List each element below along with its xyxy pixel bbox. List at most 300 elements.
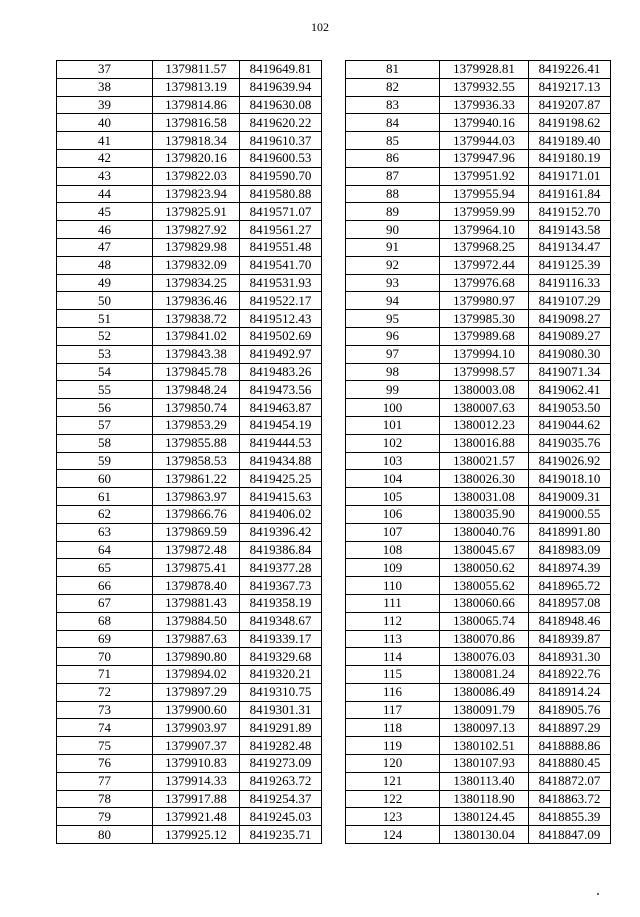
x-coordinate-cell: 1379829.98 [153,238,240,256]
y-coordinate-cell: 8419026.92 [529,452,611,470]
y-coordinate-cell: 8419463.87 [240,399,322,417]
x-coordinate-cell: 1379897.29 [153,683,240,701]
y-coordinate-cell: 8419541.70 [240,256,322,274]
point-number-cell: 58 [57,434,153,452]
table-row [346,381,611,399]
y-coordinate-cell: 8419134.47 [529,238,611,256]
x-coordinate-cell: 1380016.88 [440,434,529,452]
point-number-cell: 95 [346,310,440,328]
coordinates-table-left-body [57,61,322,844]
table-row [346,310,611,328]
point-number-cell: 49 [57,274,153,292]
table-row [346,683,611,701]
table-row [57,363,322,381]
y-coordinate-cell: 8419377.28 [240,559,322,577]
x-coordinate-cell: 1379914.33 [153,772,240,790]
table-row [346,541,611,559]
point-number-cell: 78 [57,790,153,808]
point-number-cell: 55 [57,381,153,399]
y-coordinate-cell: 8419189.40 [529,132,611,150]
point-number-cell: 75 [57,737,153,755]
x-coordinate-cell: 1379940.16 [440,114,529,132]
x-coordinate-cell: 1379944.03 [440,132,529,150]
y-coordinate-cell: 8419161.84 [529,185,611,203]
y-coordinate-cell: 8419329.68 [240,648,322,666]
y-coordinate-cell: 8419620.22 [240,114,322,132]
x-coordinate-cell: 1379818.34 [153,132,240,150]
x-coordinate-cell: 1379832.09 [153,256,240,274]
y-coordinate-cell: 8419310.75 [240,683,322,701]
y-coordinate-cell: 8418948.46 [529,612,611,630]
y-coordinate-cell: 8419254.37 [240,790,322,808]
table-row [346,61,611,79]
coordinates-table-right [345,60,611,844]
y-coordinate-cell: 8419630.08 [240,96,322,114]
x-coordinate-cell: 1380065.74 [440,612,529,630]
table-row [57,755,322,773]
point-number-cell: 103 [346,452,440,470]
y-coordinate-cell: 8418957.08 [529,594,611,612]
x-coordinate-cell: 1379959.99 [440,203,529,221]
table-row [57,559,322,577]
x-coordinate-cell: 1379910.83 [153,755,240,773]
point-number-cell: 106 [346,505,440,523]
point-number-cell: 87 [346,167,440,185]
table-row [57,256,322,274]
y-coordinate-cell: 8418863.72 [529,790,611,808]
x-coordinate-cell: 1379980.97 [440,292,529,310]
point-number-cell: 39 [57,96,153,114]
x-coordinate-cell: 1379907.37 [153,737,240,755]
x-coordinate-cell: 1379890.80 [153,648,240,666]
point-number-cell: 47 [57,238,153,256]
point-number-cell: 123 [346,808,440,826]
y-coordinate-cell: 8419143.58 [529,221,611,239]
point-number-cell: 42 [57,149,153,167]
table-row [57,327,322,345]
table-row [57,470,322,488]
x-coordinate-cell: 1380040.76 [440,523,529,541]
y-coordinate-cell: 8419152.70 [529,203,611,221]
y-coordinate-cell: 8419483.26 [240,363,322,381]
x-coordinate-cell: 1380055.62 [440,577,529,595]
point-number-cell: 66 [57,577,153,595]
table-row [346,719,611,737]
point-number-cell: 70 [57,648,153,666]
x-coordinate-cell: 1380007.63 [440,399,529,417]
point-number-cell: 108 [346,541,440,559]
y-coordinate-cell: 8419339.17 [240,630,322,648]
point-number-cell: 51 [57,310,153,328]
table-row [346,96,611,114]
y-coordinate-cell: 8419639.94 [240,78,322,96]
point-number-cell: 64 [57,541,153,559]
point-number-cell: 54 [57,363,153,381]
x-coordinate-cell: 1379836.46 [153,292,240,310]
point-number-cell: 102 [346,434,440,452]
x-coordinate-cell: 1379875.41 [153,559,240,577]
point-number-cell: 76 [57,755,153,773]
y-coordinate-cell: 8419551.48 [240,238,322,256]
y-coordinate-cell: 8419571.07 [240,203,322,221]
table-row [57,96,322,114]
point-number-cell: 69 [57,630,153,648]
table-row [57,132,322,150]
y-coordinate-cell: 8419062.41 [529,381,611,399]
table-row [346,292,611,310]
y-coordinate-cell: 8419301.31 [240,701,322,719]
point-number-cell: 94 [346,292,440,310]
y-coordinate-cell: 8419226.41 [529,61,611,79]
x-coordinate-cell: 1379863.97 [153,488,240,506]
x-coordinate-cell: 1379825.91 [153,203,240,221]
y-coordinate-cell: 8419107.29 [529,292,611,310]
y-coordinate-cell: 8419600.53 [240,149,322,167]
x-coordinate-cell: 1379878.40 [153,577,240,595]
x-coordinate-cell: 1380113.40 [440,772,529,790]
point-number-cell: 93 [346,274,440,292]
x-coordinate-cell: 1380003.08 [440,381,529,399]
point-number-cell: 115 [346,666,440,684]
x-coordinate-cell: 1379822.03 [153,167,240,185]
table-row [346,737,611,755]
y-coordinate-cell: 8419425.25 [240,470,322,488]
table-row [346,327,611,345]
y-coordinate-cell: 8419080.30 [529,345,611,363]
table-row [346,790,611,808]
y-coordinate-cell: 8419291.89 [240,719,322,737]
x-coordinate-cell: 1379921.48 [153,808,240,826]
y-coordinate-cell: 8418847.09 [529,826,611,844]
y-coordinate-cell: 8418931.30 [529,648,611,666]
x-coordinate-cell: 1379872.48 [153,541,240,559]
x-coordinate-cell: 1379853.29 [153,416,240,434]
x-coordinate-cell: 1380097.13 [440,719,529,737]
x-coordinate-cell: 1380070.86 [440,630,529,648]
y-coordinate-cell: 8419071.34 [529,363,611,381]
y-coordinate-cell: 8418855.39 [529,808,611,826]
x-coordinate-cell: 1379858.53 [153,452,240,470]
table-row [346,523,611,541]
table-row [346,221,611,239]
table-row [57,452,322,470]
table-row [346,594,611,612]
point-number-cell: 71 [57,666,153,684]
y-coordinate-cell: 8419454.19 [240,416,322,434]
table-row [346,149,611,167]
x-coordinate-cell: 1379841.02 [153,327,240,345]
y-coordinate-cell: 8419367.73 [240,577,322,595]
point-number-cell: 56 [57,399,153,417]
x-coordinate-cell: 1380045.67 [440,541,529,559]
y-coordinate-cell: 8419590.70 [240,167,322,185]
y-coordinate-cell: 8418939.87 [529,630,611,648]
table-row [346,274,611,292]
table-row [57,434,322,452]
point-number-cell: 109 [346,559,440,577]
x-coordinate-cell: 1379994.10 [440,345,529,363]
x-coordinate-cell: 1379884.50 [153,612,240,630]
y-coordinate-cell: 8419217.13 [529,78,611,96]
y-coordinate-cell: 8418965.72 [529,577,611,595]
point-number-cell: 90 [346,221,440,239]
y-coordinate-cell: 8419263.72 [240,772,322,790]
y-coordinate-cell: 8419198.62 [529,114,611,132]
scan-speck [597,893,599,895]
point-number-cell: 46 [57,221,153,239]
point-number-cell: 98 [346,363,440,381]
point-number-cell: 38 [57,78,153,96]
point-number-cell: 112 [346,612,440,630]
table-row [57,149,322,167]
table-row [346,559,611,577]
x-coordinate-cell: 1380026.30 [440,470,529,488]
point-number-cell: 88 [346,185,440,203]
point-number-cell: 92 [346,256,440,274]
y-coordinate-cell: 8419444.53 [240,434,322,452]
table-row [57,292,322,310]
x-coordinate-cell: 1379985.30 [440,310,529,328]
y-coordinate-cell: 8419207.87 [529,96,611,114]
point-number-cell: 45 [57,203,153,221]
table-row [346,132,611,150]
x-coordinate-cell: 1379894.02 [153,666,240,684]
table-row [346,666,611,684]
y-coordinate-cell: 8418905.76 [529,701,611,719]
point-number-cell: 65 [57,559,153,577]
table-row [57,826,322,844]
x-coordinate-cell: 1379955.94 [440,185,529,203]
table-row [57,719,322,737]
table-row [346,755,611,773]
point-number-cell: 60 [57,470,153,488]
y-coordinate-cell: 8418888.86 [529,737,611,755]
y-coordinate-cell: 8419512.43 [240,310,322,328]
x-coordinate-cell: 1380124.45 [440,808,529,826]
point-number-cell: 99 [346,381,440,399]
y-coordinate-cell: 8419348.67 [240,612,322,630]
x-coordinate-cell: 1379843.38 [153,345,240,363]
x-coordinate-cell: 1379861.22 [153,470,240,488]
table-row [57,488,322,506]
point-number-cell: 52 [57,327,153,345]
point-number-cell: 97 [346,345,440,363]
table-row [57,399,322,417]
table-row [57,523,322,541]
point-number-cell: 124 [346,826,440,844]
y-coordinate-cell: 8418872.07 [529,772,611,790]
point-number-cell: 41 [57,132,153,150]
point-number-cell: 82 [346,78,440,96]
table-row [346,256,611,274]
table-row [346,826,611,844]
table-row [346,238,611,256]
point-number-cell: 105 [346,488,440,506]
table-row [346,470,611,488]
x-coordinate-cell: 1379850.74 [153,399,240,417]
y-coordinate-cell: 8419053.50 [529,399,611,417]
y-coordinate-cell: 8419273.09 [240,755,322,773]
table-row [57,238,322,256]
y-coordinate-cell: 8419580.88 [240,185,322,203]
y-coordinate-cell: 8419396.42 [240,523,322,541]
point-number-cell: 101 [346,416,440,434]
table-row [346,345,611,363]
y-coordinate-cell: 8419522.17 [240,292,322,310]
table-row [57,345,322,363]
point-number-cell: 48 [57,256,153,274]
y-coordinate-cell: 8418897.29 [529,719,611,737]
point-number-cell: 37 [57,61,153,79]
point-number-cell: 57 [57,416,153,434]
x-coordinate-cell: 1379881.43 [153,594,240,612]
x-coordinate-cell: 1379976.68 [440,274,529,292]
page-number: 102 [311,20,329,34]
point-number-cell: 40 [57,114,153,132]
x-coordinate-cell: 1380021.57 [440,452,529,470]
table-row [57,772,322,790]
y-coordinate-cell: 8419610.37 [240,132,322,150]
point-number-cell: 50 [57,292,153,310]
x-coordinate-cell: 1380060.66 [440,594,529,612]
x-coordinate-cell: 1379947.96 [440,149,529,167]
x-coordinate-cell: 1379972.44 [440,256,529,274]
table-row [57,808,322,826]
point-number-cell: 63 [57,523,153,541]
y-coordinate-cell: 8419502.69 [240,327,322,345]
table-row [346,648,611,666]
point-number-cell: 44 [57,185,153,203]
y-coordinate-cell: 8419018.10 [529,470,611,488]
x-coordinate-cell: 1379936.33 [440,96,529,114]
x-coordinate-cell: 1379932.55 [440,78,529,96]
y-coordinate-cell: 8419000.55 [529,505,611,523]
y-coordinate-cell: 8419009.31 [529,488,611,506]
y-coordinate-cell: 8419415.63 [240,488,322,506]
y-coordinate-cell: 8418991.80 [529,523,611,541]
table-row [346,772,611,790]
point-number-cell: 53 [57,345,153,363]
point-number-cell: 121 [346,772,440,790]
y-coordinate-cell: 8419089.27 [529,327,611,345]
table-row [57,790,322,808]
x-coordinate-cell: 1379869.59 [153,523,240,541]
y-coordinate-cell: 8419171.01 [529,167,611,185]
table-row [57,78,322,96]
point-number-cell: 62 [57,505,153,523]
point-number-cell: 86 [346,149,440,167]
y-coordinate-cell: 8419492.97 [240,345,322,363]
y-coordinate-cell: 8419125.39 [529,256,611,274]
y-coordinate-cell: 8419282.48 [240,737,322,755]
x-coordinate-cell: 1379964.10 [440,221,529,239]
table-row [57,505,322,523]
coordinates-table-left [56,60,322,844]
table-row [57,203,322,221]
y-coordinate-cell: 8419035.76 [529,434,611,452]
table-row [57,630,322,648]
table-row [346,203,611,221]
point-number-cell: 100 [346,399,440,417]
x-coordinate-cell: 1380076.03 [440,648,529,666]
table-row [57,666,322,684]
y-coordinate-cell: 8419531.93 [240,274,322,292]
point-number-cell: 91 [346,238,440,256]
y-coordinate-cell: 8418914.24 [529,683,611,701]
x-coordinate-cell: 1379951.92 [440,167,529,185]
x-coordinate-cell: 1379903.97 [153,719,240,737]
table-row [57,683,322,701]
point-number-cell: 72 [57,683,153,701]
y-coordinate-cell: 8419116.33 [529,274,611,292]
point-number-cell: 79 [57,808,153,826]
x-coordinate-cell: 1380118.90 [440,790,529,808]
point-number-cell: 81 [346,61,440,79]
x-coordinate-cell: 1379866.76 [153,505,240,523]
table-row [57,61,322,79]
x-coordinate-cell: 1379968.25 [440,238,529,256]
x-coordinate-cell: 1379848.24 [153,381,240,399]
point-number-cell: 80 [57,826,153,844]
y-coordinate-cell: 8419358.19 [240,594,322,612]
table-row [346,399,611,417]
point-number-cell: 68 [57,612,153,630]
x-coordinate-cell: 1380086.49 [440,683,529,701]
y-coordinate-cell: 8419386.84 [240,541,322,559]
table-row [346,630,611,648]
x-coordinate-cell: 1379928.81 [440,61,529,79]
table-row [57,416,322,434]
x-coordinate-cell: 1379838.72 [153,310,240,328]
x-coordinate-cell: 1380081.24 [440,666,529,684]
x-coordinate-cell: 1379827.92 [153,221,240,239]
table-row [346,452,611,470]
table-row [346,808,611,826]
point-number-cell: 74 [57,719,153,737]
x-coordinate-cell: 1379989.68 [440,327,529,345]
y-coordinate-cell: 8419649.81 [240,61,322,79]
x-coordinate-cell: 1379816.58 [153,114,240,132]
point-number-cell: 118 [346,719,440,737]
y-coordinate-cell: 8419180.19 [529,149,611,167]
x-coordinate-cell: 1379998.57 [440,363,529,381]
table-row [57,167,322,185]
point-number-cell: 114 [346,648,440,666]
y-coordinate-cell: 8418974.39 [529,559,611,577]
point-number-cell: 67 [57,594,153,612]
point-number-cell: 96 [346,327,440,345]
table-row [57,612,322,630]
point-number-cell: 117 [346,701,440,719]
point-number-cell: 116 [346,683,440,701]
table-row [346,701,611,719]
x-coordinate-cell: 1379845.78 [153,363,240,381]
y-coordinate-cell: 8418880.45 [529,755,611,773]
point-number-cell: 61 [57,488,153,506]
x-coordinate-cell: 1379917.88 [153,790,240,808]
y-coordinate-cell: 8419245.03 [240,808,322,826]
x-coordinate-cell: 1379823.94 [153,185,240,203]
y-coordinate-cell: 8418983.09 [529,541,611,559]
point-number-cell: 59 [57,452,153,470]
table-row [346,416,611,434]
x-coordinate-cell: 1380031.08 [440,488,529,506]
y-coordinate-cell: 8419473.56 [240,381,322,399]
x-coordinate-cell: 1379813.19 [153,78,240,96]
point-number-cell: 119 [346,737,440,755]
point-number-cell: 104 [346,470,440,488]
x-coordinate-cell: 1380012.23 [440,416,529,434]
